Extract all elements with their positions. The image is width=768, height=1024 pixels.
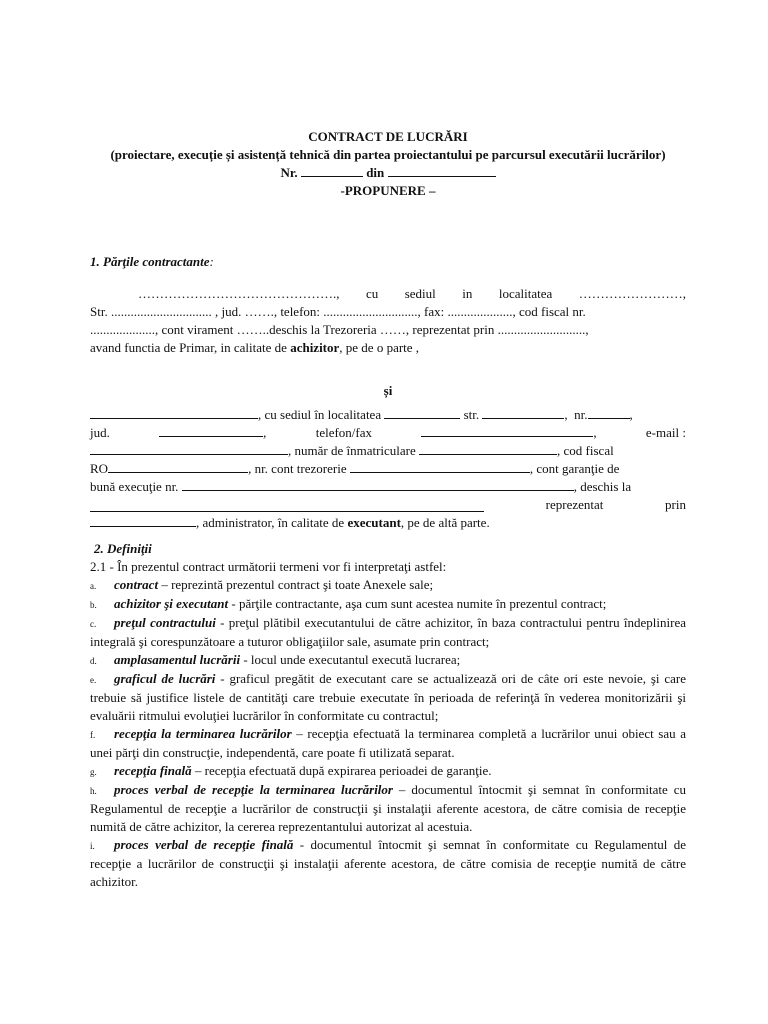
definition-term: amplasamentul lucrării [114, 652, 241, 667]
definition-item [90, 762, 686, 781]
definition-item [90, 651, 686, 670]
definition-item [90, 725, 686, 762]
definition-term: contract [114, 577, 159, 592]
title-block [90, 128, 686, 200]
definition-marker: a. [90, 581, 97, 591]
definition-term: proces verbal de recepţie la terminarea lucrărilor [114, 782, 393, 797]
definition-text: - părţile contractante, aşa cum sunt acestea numite în prezentul contract; [228, 596, 607, 611]
definitions-list [90, 576, 686, 891]
achizitor-line-3: ...................., cont virament ……..deschis la Trezoreria ……, reprezentat prin ..........................., [90, 322, 589, 337]
executant-line-1: , cu sediul în localitatea str. , nr. , [90, 406, 686, 424]
executant-line-3: , număr de înmatriculare , cod fiscal [90, 442, 686, 460]
definition-marker: i. [90, 841, 95, 851]
definition-marker: f. [90, 730, 96, 740]
definition-marker: h. [90, 786, 97, 796]
definition-item [90, 836, 686, 891]
definition-text: – documentul întocmit şi semnat în conformitate cu Regulamentul de recepţie a lucrărilor de construcţii şi instalaţii aferente acestora, de către comisia de recepţie numită de către achizitor, la cererea reprezentantului autorizat al acestuia. [90, 782, 686, 834]
definition-item [90, 595, 686, 614]
definition-term: achizitor şi executant [114, 596, 229, 611]
definition-item [90, 781, 686, 836]
nr-label: Nr. [280, 165, 298, 180]
definition-text: - graficul pregătit de executant care se actualizează ori de câte ori este nevoie, şi care trebuie să justifice listele de cantităţi care trebuie executate în perioada de referinţă în vederea monitorizării şi evaluării ritmului evoluţiei lucrărilor în conformitate cu contractul; [90, 671, 686, 723]
achizitor-line-4: avand functia de Primar, in calitate de achizitor, pe de o parte , [90, 340, 420, 355]
definition-marker: b. [90, 600, 97, 610]
definition-item [90, 576, 686, 595]
executant-line-6: reprezentat prin [90, 496, 686, 514]
definition-text: - locul unde executantul execută lucrarea; [240, 652, 461, 667]
executant-line-4: RO , nr. cont trezorerie , cont garanţie de [90, 461, 620, 476]
definition-marker: g. [90, 767, 97, 777]
definition-item [90, 670, 686, 725]
definition-text: – reprezintă prezentul contract şi toate Anexele sale; [158, 577, 434, 592]
definition-marker: e. [90, 675, 97, 685]
definition-text: – recepţia efectuată după expirarea perioadei de garanţie. [191, 763, 492, 778]
achizitor-line-1: ………………………………………., cu sediul in localitatea ……………………, [138, 286, 686, 301]
achizitor-paragraph [90, 285, 686, 357]
definition-text: - preţul plătibil executantului de către achizitor, în baza contractului pentru îndeplinirea integrală şi corespunzătoare a tuturor obligaţiilor sale, asumate prin contract; [90, 615, 686, 649]
executant-paragraph [90, 406, 686, 532]
section-2 [90, 540, 686, 891]
definition-term: recepţia la terminarea lucrărilor [114, 726, 292, 741]
contract-number-line [90, 164, 686, 182]
definition-item [90, 614, 686, 651]
achizitor-line-2: Str. ............................... , jud. ……., telefon: ............................., fax: ...................., cod fiscal nr. [90, 304, 586, 319]
section-2-heading: 2. Definiţii [94, 541, 152, 556]
definition-term: recepţia finală [114, 763, 192, 778]
date-blank [388, 164, 496, 177]
executant-line-2: jud. , telefon/fax , e-mail : [90, 425, 686, 440]
definition-term: proces verbal de recepţie finală [114, 837, 294, 852]
section-1-heading: 1. Părţile contractante: [90, 254, 214, 269]
definition-term: graficul de lucrări [114, 671, 216, 686]
definition-text: – recepţia efectuată la terminarea completă a lucrărilor unui obiect sau a unei părţi din construcţie, independentă, care poate fi utilizată separat. [90, 726, 686, 760]
din-label: din [366, 165, 385, 180]
conjunction-si: și [383, 383, 393, 398]
definition-marker: c. [90, 619, 97, 629]
contract-subtitle: (proiectare, execuție și asistență tehnică din partea proiectantului pe parcursul executării lucrărilor) [110, 147, 666, 162]
definition-text: - documentul întocmit şi semnat în conformitate cu Regulamentul de recepţie a lucrărilor de construcţii şi instalaţii aferente acestora, de către comisia de recepţie numită de către achizitor. [90, 837, 686, 889]
executant-line-7: , administrator, în calitate de executant, pe de altă parte. [90, 514, 686, 532]
nr-blank [301, 164, 363, 177]
definitions-intro: 2.1 - În prezentul contract următorii termeni vor fi interpretaţi astfel: [90, 559, 447, 574]
definition-marker: d. [90, 656, 97, 666]
executant-line-5: bună execuţie nr. , deschis la [90, 479, 632, 494]
definition-term: preţul contractului [114, 615, 216, 630]
contract-title: CONTRACT DE LUCRĂRI [308, 129, 468, 144]
proposal-label: -PROPUNERE – [340, 183, 436, 198]
